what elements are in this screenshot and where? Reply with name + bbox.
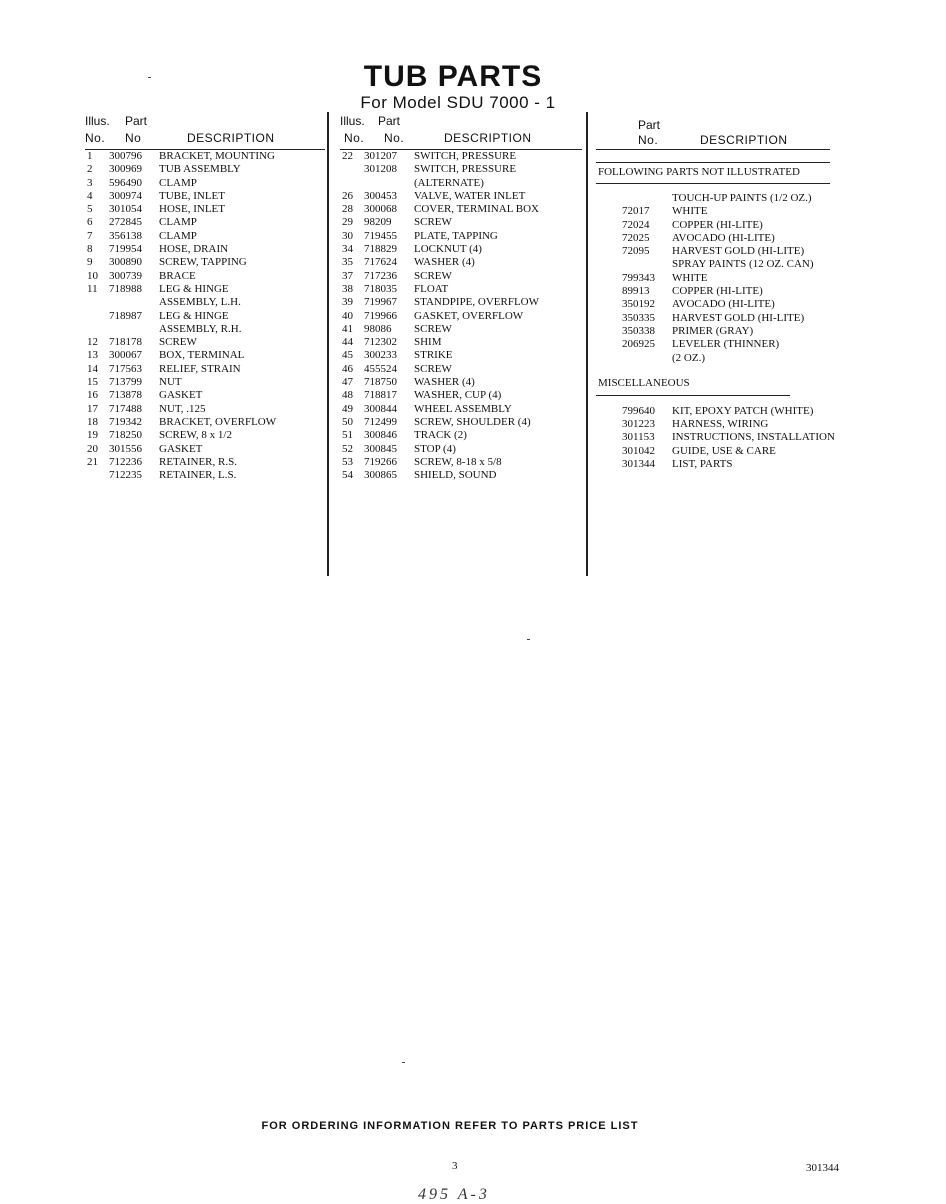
list-item (598, 245, 858, 258)
illus-number: 1 (87, 150, 93, 162)
part-description: SHIELD, SOUND (414, 469, 497, 482)
part-label: Part (638, 118, 661, 132)
section-heading-not-illustrated: FOLLOWING PARTS NOT ILLUSTRATED (598, 166, 800, 178)
part-description: NUT, .125 (159, 402, 206, 415)
part-description: GASKET, OVERFLOW (414, 309, 524, 322)
list-item (340, 256, 585, 269)
part-description: ASSEMBLY, R.H. (159, 322, 242, 335)
part-number: 72095 (622, 245, 650, 258)
column-divider (586, 112, 588, 576)
list-item (598, 325, 858, 338)
page-title: TUB PARTS (363, 60, 543, 93)
part-description: SCREW (159, 336, 197, 349)
part-number: 350338 (622, 324, 655, 337)
list-item (85, 349, 325, 362)
illus-number: 35 (342, 256, 353, 269)
illus-number: 41 (342, 322, 353, 335)
list-item (85, 323, 325, 336)
part-description: STANDPIPE, OVERFLOW (414, 296, 540, 309)
column-header (85, 112, 325, 150)
list-item (85, 216, 325, 229)
list-item (598, 192, 858, 205)
list-item (598, 258, 858, 271)
list-item (598, 405, 858, 418)
illus-number: 47 (342, 376, 353, 389)
list-item (340, 469, 585, 482)
part-description: SCREW, 8-18 x 5/8 (414, 455, 502, 468)
part-number: 712302 (364, 336, 397, 349)
part-number: 300845 (364, 442, 397, 455)
header-rule (596, 149, 830, 150)
list-item (598, 298, 858, 311)
illus-number: 30 (342, 229, 353, 242)
list-item (340, 163, 585, 176)
part-number: 300844 (364, 402, 397, 415)
part-description: SCREW, SHOULDER (4) (414, 415, 531, 428)
list-item (598, 232, 858, 245)
list-item (340, 283, 585, 296)
part-description: COPPER (HI-LITE) (672, 218, 763, 231)
part-number: 719342 (109, 415, 142, 428)
part-number: 300969 (109, 163, 142, 176)
illus-number: 53 (342, 455, 353, 468)
description-label: DESCRIPTION (444, 131, 532, 145)
list-item (85, 270, 325, 283)
page-number: 3 (452, 1160, 458, 1172)
list-item (85, 243, 325, 256)
part-number: 718750 (364, 376, 397, 389)
part-description: TOUCH-UP PAINTS (1/2 OZ.) (672, 192, 812, 204)
illus-number: 19 (87, 429, 98, 442)
part-no-label: No. (384, 131, 405, 145)
list-item (340, 177, 585, 190)
list-item (85, 416, 325, 429)
parts-column-2 (340, 112, 585, 482)
part-description: HARVEST GOLD (HI-LITE) (672, 245, 805, 258)
part-description: TUB ASSEMBLY (159, 163, 241, 176)
illus-number: 10 (87, 269, 98, 282)
part-description: TRACK (2) (414, 429, 467, 442)
list-item (340, 150, 585, 163)
part-number: 98209 (364, 216, 392, 229)
part-description: AVOCADO (HI-LITE) (672, 231, 775, 244)
list-item (85, 190, 325, 203)
illus-no-label: No. (344, 131, 365, 145)
part-description: ASSEMBLY, L.H. (159, 296, 241, 309)
list-item (598, 445, 858, 458)
list-item (85, 376, 325, 389)
list-item (340, 349, 585, 362)
part-description: COVER, TERMINAL BOX (414, 203, 539, 216)
list-item (340, 416, 585, 429)
parts-list-not-illustrated (598, 192, 858, 365)
column-header (598, 112, 858, 150)
list-item (340, 336, 585, 349)
part-description: CLAMP (159, 216, 197, 229)
part-description: GASKET (159, 442, 203, 455)
part-description: HARNESS, WIRING (672, 418, 769, 431)
scan-speck (148, 77, 151, 78)
part-number: 89913 (622, 285, 650, 298)
list-item (340, 310, 585, 323)
section-rule (596, 183, 830, 184)
illus-number: 13 (87, 349, 98, 362)
part-description: BOX, TERMINAL (159, 349, 245, 362)
part-number: 718250 (109, 429, 142, 442)
part-description: CLAMP (159, 229, 197, 242)
illus-number: 52 (342, 442, 353, 455)
part-description: PLATE, TAPPING (414, 229, 498, 242)
list-item (85, 150, 325, 163)
illus-number: 44 (342, 336, 353, 349)
list-item (340, 296, 585, 309)
list-item (340, 363, 585, 376)
list-item (598, 431, 858, 444)
part-description: RETAINER, L.S. (159, 469, 237, 482)
part-no-label: No (125, 131, 142, 145)
part-description: (2 OZ.) (672, 351, 705, 364)
list-item (85, 469, 325, 482)
illus-number: 37 (342, 269, 353, 282)
list-item (340, 243, 585, 256)
list-item (85, 256, 325, 269)
part-number: 718817 (364, 389, 397, 402)
part-description: LEG & HINGE (159, 282, 229, 295)
illus-number: 5 (87, 203, 93, 216)
list-item (85, 283, 325, 296)
list-item (340, 203, 585, 216)
part-number: 718988 (109, 282, 142, 295)
part-description: WHITE (672, 271, 708, 284)
part-description: SHIM (414, 336, 442, 349)
part-number: 72025 (622, 231, 650, 244)
handwritten-note: 495 A-3 (418, 1186, 490, 1203)
part-number: 206925 (622, 338, 655, 351)
part-number: 718035 (364, 282, 397, 295)
illus-number: 48 (342, 389, 353, 402)
part-number: 300974 (109, 189, 142, 202)
part-number: 719954 (109, 243, 142, 256)
illus-number: 16 (87, 389, 98, 402)
list-item (85, 456, 325, 469)
list-item (340, 230, 585, 243)
part-description: CLAMP (159, 176, 197, 189)
part-number: 350192 (622, 298, 655, 311)
part-number: 596490 (109, 176, 142, 189)
part-number: 300739 (109, 269, 142, 282)
illus-number: 49 (342, 402, 353, 415)
list-item (340, 403, 585, 416)
part-description: SCREW, TAPPING (159, 256, 247, 269)
part-description: (ALTERNATE) (414, 176, 484, 189)
illus-number: 22 (342, 150, 353, 162)
list-item (85, 230, 325, 243)
illus-number: 8 (87, 243, 93, 256)
part-number: 300846 (364, 429, 397, 442)
part-description: WHEEL ASSEMBLY (414, 402, 512, 415)
part-number: 799343 (622, 271, 655, 284)
illus-number: 14 (87, 362, 98, 375)
part-number: 301207 (364, 150, 397, 162)
part-description: WHITE (672, 205, 708, 218)
parts-column-3 (598, 112, 858, 471)
illus-number: 15 (87, 376, 98, 389)
part-number: 717488 (109, 402, 142, 415)
list-item (85, 203, 325, 216)
list-item (598, 219, 858, 232)
list-item (340, 456, 585, 469)
part-number: 301042 (622, 444, 655, 457)
part-number: 712236 (109, 455, 142, 468)
illus-number: 6 (87, 216, 93, 229)
list-item (598, 312, 858, 325)
illus-number: 4 (87, 189, 93, 202)
part-number: 300796 (109, 150, 142, 162)
list-item (85, 389, 325, 402)
part-number: 717563 (109, 362, 142, 375)
part-description: SWITCH, PRESSURE (414, 150, 517, 162)
illus-number: 39 (342, 296, 353, 309)
list-item (85, 443, 325, 456)
illus-number: 20 (87, 442, 98, 455)
illus-number: 54 (342, 469, 353, 482)
part-number: 350335 (622, 311, 655, 324)
part-number: 300453 (364, 189, 397, 202)
part-description: GUIDE, USE & CARE (672, 444, 776, 457)
list-item (85, 310, 325, 323)
header-rule (596, 162, 830, 163)
part-number: 72024 (622, 218, 650, 231)
ordering-footer: FOR ORDERING INFORMATION REFER TO PARTS PRICE LIST (261, 1120, 639, 1132)
part-description: WASHER (4) (414, 256, 475, 269)
part-description: BRACE (159, 269, 196, 282)
part-description: FLOAT (414, 282, 449, 295)
part-number: 72017 (622, 205, 650, 218)
header-rule (85, 149, 325, 150)
part-number: 712499 (364, 415, 397, 428)
scan-speck (402, 1062, 405, 1063)
illus-number: 38 (342, 282, 353, 295)
list-item (85, 163, 325, 176)
part-description: COPPER (HI-LITE) (672, 285, 763, 298)
scan-speck (527, 639, 530, 640)
part-number: 300865 (364, 469, 397, 482)
part-number: 301054 (109, 203, 142, 216)
part-number: 718829 (364, 243, 397, 256)
part-description: LEVELER (THINNER) (672, 338, 780, 351)
part-description: SWITCH, PRESSURE (414, 163, 517, 176)
part-number: 301556 (109, 442, 142, 455)
part-description: HARVEST GOLD (HI-LITE) (672, 311, 805, 324)
part-description: PRIMER (GRAY) (672, 324, 754, 337)
document-number: 301344 (806, 1162, 839, 1174)
illus-label: Illus. (340, 114, 365, 128)
part-number: 300890 (109, 256, 142, 269)
part-number: 301208 (364, 163, 397, 176)
list-item (340, 190, 585, 203)
part-number: 98086 (364, 322, 392, 335)
part-number: 301153 (622, 431, 655, 444)
illus-label: Illus. (85, 114, 110, 128)
part-description: STOP (4) (414, 442, 456, 455)
list-item (85, 363, 325, 376)
part-number: 718178 (109, 336, 142, 349)
part-description: LOCKNUT (4) (414, 243, 482, 256)
part-number: 713878 (109, 389, 142, 402)
part-description: WASHER (4) (414, 376, 475, 389)
list-item (85, 403, 325, 416)
part-number: 301223 (622, 418, 655, 431)
part-number: 300067 (109, 349, 142, 362)
part-description: SCREW (414, 216, 452, 229)
list-item (340, 443, 585, 456)
part-description: VALVE, WATER INLET (414, 189, 526, 202)
part-description: SCREW, 8 x 1/2 (159, 429, 232, 442)
part-number: 717624 (364, 256, 397, 269)
illus-number: 28 (342, 203, 353, 216)
list-item (85, 177, 325, 190)
part-description: SPRAY PAINTS (12 OZ. CAN) (672, 258, 814, 271)
list-item (598, 352, 858, 365)
part-description: LEG & HINGE (159, 309, 229, 322)
parts-list (85, 150, 325, 482)
part-number: 300068 (364, 203, 397, 216)
part-description: TUBE, INLET (159, 189, 225, 202)
list-item (598, 272, 858, 285)
part-number: 719266 (364, 455, 397, 468)
part-number: 300233 (364, 349, 397, 362)
part-description: HOSE, INLET (159, 203, 225, 216)
part-label: Part (125, 114, 148, 128)
parts-list (340, 150, 585, 482)
illus-number: 7 (87, 229, 93, 242)
part-number: 356138 (109, 229, 142, 242)
illus-number: 29 (342, 216, 353, 229)
illus-number: 50 (342, 415, 353, 428)
list-item (598, 338, 858, 351)
illus-number: 21 (87, 455, 98, 468)
parts-list-miscellaneous (598, 405, 858, 471)
list-item (598, 458, 858, 471)
part-description: RETAINER, R.S. (159, 455, 237, 468)
list-item (340, 216, 585, 229)
list-item (340, 389, 585, 402)
list-item (85, 296, 325, 309)
part-number: 712235 (109, 469, 142, 482)
part-description: KIT, EPOXY PATCH (WHITE) (672, 404, 814, 417)
list-item (85, 336, 325, 349)
illus-number: 3 (87, 176, 93, 189)
part-number: 272845 (109, 216, 142, 229)
header-rule (340, 149, 582, 150)
list-item (598, 285, 858, 298)
list-item (85, 429, 325, 442)
illus-number: 51 (342, 429, 353, 442)
part-number: 717236 (364, 269, 397, 282)
part-description: GASKET (159, 389, 203, 402)
part-description: BRACKET, MOUNTING (159, 150, 275, 162)
part-description: LIST, PARTS (672, 458, 733, 471)
list-item (598, 418, 858, 431)
description-label: DESCRIPTION (187, 131, 275, 145)
illus-number: 2 (87, 163, 93, 176)
parts-column-1 (85, 112, 325, 482)
illus-number: 40 (342, 309, 353, 322)
page-subtitle: For Model SDU 7000 - 1 (360, 93, 556, 112)
part-number: 455524 (364, 362, 397, 375)
illus-no-label: No. (85, 131, 106, 145)
part-number: 713799 (109, 376, 142, 389)
part-description: RELIEF, STRAIN (159, 362, 241, 375)
description-label: DESCRIPTION (700, 133, 788, 147)
illus-number: 45 (342, 349, 353, 362)
part-description: AVOCADO (HI-LITE) (672, 298, 775, 311)
part-label: Part (378, 114, 401, 128)
part-number: 719455 (364, 229, 397, 242)
part-description: SCREW (414, 269, 452, 282)
illus-number: 17 (87, 402, 98, 415)
list-item (340, 376, 585, 389)
illus-number: 12 (87, 336, 98, 349)
list-item (598, 205, 858, 218)
part-number: 719966 (364, 309, 397, 322)
illus-number: 9 (87, 256, 93, 269)
section-heading-miscellaneous: MISCELLANEOUS (598, 376, 690, 389)
list-item (340, 323, 585, 336)
part-description: NUT (159, 376, 182, 389)
illus-number: 26 (342, 189, 353, 202)
illus-number: 11 (87, 282, 98, 295)
illus-number: 18 (87, 415, 98, 428)
part-number: 719967 (364, 296, 397, 309)
part-description: STRIKE (414, 349, 453, 362)
column-divider (327, 112, 329, 576)
section-rule (596, 395, 790, 396)
part-no-label: No. (638, 133, 659, 147)
part-description: INSTRUCTIONS, INSTALLATION (672, 431, 835, 444)
part-description: WASHER, CUP (4) (414, 389, 502, 402)
part-description: SCREW (414, 322, 452, 335)
part-description: HOSE, DRAIN (159, 243, 229, 256)
part-number: 799640 (622, 404, 655, 417)
part-description: SCREW (414, 362, 452, 375)
part-number: 718987 (109, 309, 142, 322)
column-header (340, 112, 585, 150)
part-number: 301344 (622, 458, 655, 471)
illus-number: 46 (342, 362, 353, 375)
part-description: BRACKET, OVERFLOW (159, 415, 277, 428)
list-item (340, 429, 585, 442)
illus-number: 34 (342, 243, 353, 256)
list-item (340, 270, 585, 283)
